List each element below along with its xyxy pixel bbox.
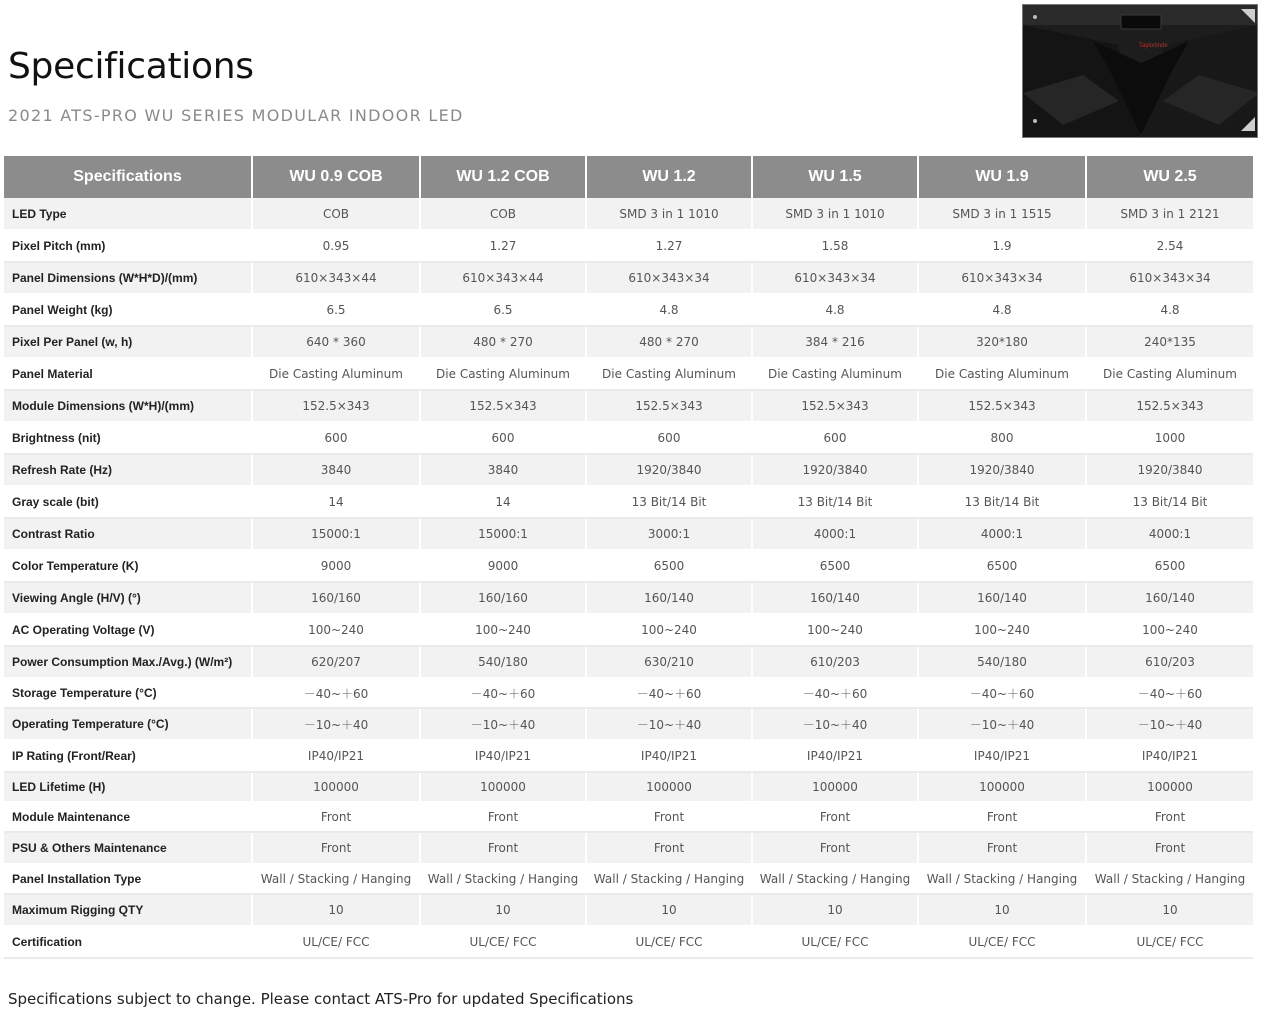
table-cell: 100~240 — [420, 614, 586, 646]
table-cell: 6500 — [1086, 550, 1253, 582]
table-cell: －40~＋60 — [752, 678, 918, 708]
row-label: PSU & Others Maintenance — [4, 832, 252, 864]
table-cell: 640 * 360 — [252, 326, 420, 358]
row-label: Refresh Rate (Hz) — [4, 454, 252, 486]
table-cell: 4000:1 — [1086, 518, 1253, 550]
row-label: Panel Dimensions (W*H*D)/(mm) — [4, 262, 252, 294]
table-cell: 6.5 — [420, 294, 586, 326]
table-row — [4, 550, 1253, 582]
table-cell: UL/CE/ FCC — [252, 926, 420, 958]
row-label: Maximum Rigging QTY — [4, 894, 252, 926]
table-cell: 4.8 — [586, 294, 752, 326]
row-label: Brightness (nit) — [4, 422, 252, 454]
table-cell: 610×343×34 — [918, 262, 1086, 294]
table-cell: IP40/IP21 — [1086, 740, 1253, 772]
header-model: WU 1.2 — [586, 156, 752, 198]
table-cell: Wall / Stacking / Hanging — [918, 864, 1086, 894]
table-cell: 0.95 — [252, 230, 420, 262]
table-cell: 4.8 — [752, 294, 918, 326]
table-cell: 10 — [1086, 894, 1253, 926]
table-cell: Die Casting Aluminum — [420, 358, 586, 390]
table-cell: －40~＋60 — [252, 678, 420, 708]
table-cell: Front — [420, 802, 586, 832]
table-cell: Front — [252, 802, 420, 832]
table-cell: 610×343×44 — [420, 262, 586, 294]
table-row — [4, 646, 1253, 678]
row-label: LED Type — [4, 198, 252, 230]
row-label: Panel Weight (kg) — [4, 294, 252, 326]
table-cell: 9000 — [420, 550, 586, 582]
table-cell: 600 — [752, 422, 918, 454]
table-cell: 800 — [918, 422, 1086, 454]
table-cell: －40~＋60 — [420, 678, 586, 708]
table-cell: 540/180 — [918, 646, 1086, 678]
table-cell: SMD 3 in 1 1010 — [586, 198, 752, 230]
table-cell: COB — [252, 198, 420, 230]
header-model: WU 0.9 COB — [252, 156, 420, 198]
table-cell: 6.5 — [252, 294, 420, 326]
table-cell: 6500 — [752, 550, 918, 582]
table-cell: 610×343×34 — [1086, 262, 1253, 294]
led-panel-illustration — [1023, 5, 1258, 138]
header-model: WU 1.5 — [752, 156, 918, 198]
table-cell: 152.5×343 — [752, 390, 918, 422]
table-cell: Front — [586, 832, 752, 864]
table-cell: 1.27 — [586, 230, 752, 262]
table-row — [4, 802, 1253, 832]
page-title: Specifications — [8, 46, 254, 87]
table-cell: 1.27 — [420, 230, 586, 262]
table-cell: 15000:1 — [420, 518, 586, 550]
table-cell: 600 — [252, 422, 420, 454]
table-cell: 100000 — [252, 772, 420, 802]
table-cell: 540/180 — [420, 646, 586, 678]
row-label: Pixel Per Panel (w, h) — [4, 326, 252, 358]
table-cell: 100000 — [918, 772, 1086, 802]
table-cell: 152.5×343 — [1086, 390, 1253, 422]
table-row — [4, 262, 1253, 294]
table-cell: IP40/IP21 — [918, 740, 1086, 772]
table-cell: 610×343×44 — [252, 262, 420, 294]
table-row — [4, 708, 1253, 740]
table-cell: 2.54 — [1086, 230, 1253, 262]
table-cell: IP40/IP21 — [752, 740, 918, 772]
table-cell: UL/CE/ FCC — [586, 926, 752, 958]
table-cell: －10~＋40 — [586, 708, 752, 740]
table-cell: 600 — [420, 422, 586, 454]
table-cell: UL/CE/ FCC — [752, 926, 918, 958]
table-cell: 3840 — [252, 454, 420, 486]
table-row — [4, 740, 1253, 772]
header-model: WU 1.2 COB — [420, 156, 586, 198]
spec-table — [4, 156, 1253, 959]
table-cell: Front — [252, 832, 420, 864]
table-cell: Front — [752, 832, 918, 864]
table-cell: 1920/3840 — [918, 454, 1086, 486]
table-cell: Front — [1086, 802, 1253, 832]
table-cell: Die Casting Aluminum — [752, 358, 918, 390]
row-label: Module Maintenance — [4, 802, 252, 832]
table-cell: －40~＋60 — [1086, 678, 1253, 708]
table-cell: 480 * 270 — [586, 326, 752, 358]
table-cell: 160/140 — [1086, 582, 1253, 614]
table-row — [4, 326, 1253, 358]
table-cell: 100~240 — [918, 614, 1086, 646]
table-cell: COB — [420, 198, 586, 230]
row-label: IP Rating (Front/Rear) — [4, 740, 252, 772]
table-cell: 630/210 — [586, 646, 752, 678]
table-cell: 1920/3840 — [752, 454, 918, 486]
table-header-row — [4, 156, 1253, 198]
brand-text: Taylorlinde — [1139, 43, 1168, 49]
table-cell: 240*135 — [1086, 326, 1253, 358]
table-cell: 100000 — [1086, 772, 1253, 802]
table-cell: Front — [586, 802, 752, 832]
table-cell: 610×343×34 — [586, 262, 752, 294]
table-cell: 100~240 — [252, 614, 420, 646]
table-cell: 152.5×343 — [252, 390, 420, 422]
table-cell: IP40/IP21 — [252, 740, 420, 772]
table-cell: 100000 — [752, 772, 918, 802]
table-cell: 14 — [252, 486, 420, 518]
table-cell: 15000:1 — [252, 518, 420, 550]
table-cell: －40~＋60 — [918, 678, 1086, 708]
table-row — [4, 582, 1253, 614]
table-row — [4, 486, 1253, 518]
table-cell: 480 * 270 — [420, 326, 586, 358]
table-cell: 4.8 — [918, 294, 1086, 326]
table-cell: Front — [420, 832, 586, 864]
table-cell: 10 — [586, 894, 752, 926]
header-model: WU 1.9 — [918, 156, 1086, 198]
table-cell: Wall / Stacking / Hanging — [586, 864, 752, 894]
table-cell: 610/203 — [1086, 646, 1253, 678]
page-subtitle: 2021 ATS-PRO WU SERIES MODULAR INDOOR LED — [8, 106, 464, 125]
table-cell: 4000:1 — [752, 518, 918, 550]
table-cell: 13 Bit/14 Bit — [918, 486, 1086, 518]
row-label: Certification — [4, 926, 252, 958]
table-cell: UL/CE/ FCC — [420, 926, 586, 958]
table-row — [4, 832, 1253, 864]
product-image — [1022, 4, 1258, 138]
table-cell: 13 Bit/14 Bit — [1086, 486, 1253, 518]
row-label: Panel Installation Type — [4, 864, 252, 894]
row-label: Pixel Pitch (mm) — [4, 230, 252, 262]
table-cell: 160/140 — [752, 582, 918, 614]
table-cell: 152.5×343 — [586, 390, 752, 422]
table-cell: 3000:1 — [586, 518, 752, 550]
table-cell: Front — [1086, 832, 1253, 864]
row-label: Power Consumption Max./Avg.) (W/m²) — [4, 646, 252, 678]
table-row — [4, 772, 1253, 802]
table-cell: 14 — [420, 486, 586, 518]
table-cell: 620/207 — [252, 646, 420, 678]
row-label: Panel Material — [4, 358, 252, 390]
footer-note: Specifications subject to change. Please contact ATS-Pro for updated Specifications — [8, 990, 634, 1008]
table-cell: 10 — [918, 894, 1086, 926]
table-cell: Wall / Stacking / Hanging — [752, 864, 918, 894]
table-cell: 4000:1 — [918, 518, 1086, 550]
table-body — [4, 198, 1253, 958]
row-label: Storage Temperature (°C) — [4, 678, 252, 708]
table-cell: Front — [918, 832, 1086, 864]
table-cell: Die Casting Aluminum — [918, 358, 1086, 390]
table-cell: 100~240 — [752, 614, 918, 646]
table-cell: 152.5×343 — [420, 390, 586, 422]
table-cell: 13 Bit/14 Bit — [586, 486, 752, 518]
table-row — [4, 358, 1253, 390]
row-label: Module Dimensions (W*H)/(mm) — [4, 390, 252, 422]
table-row — [4, 294, 1253, 326]
table-cell: 4.8 — [1086, 294, 1253, 326]
table-cell: SMD 3 in 1 2121 — [1086, 198, 1253, 230]
row-label: Operating Temperature (°C) — [4, 708, 252, 740]
table-row — [4, 894, 1253, 926]
row-label: AC Operating Voltage (V) — [4, 614, 252, 646]
table-cell: 320*180 — [918, 326, 1086, 358]
row-label: Viewing Angle (H/V) (°) — [4, 582, 252, 614]
table-cell: IP40/IP21 — [420, 740, 586, 772]
table-cell: 610×343×34 — [752, 262, 918, 294]
header-specifications: Specifications — [4, 156, 252, 198]
table-cell: 1920/3840 — [1086, 454, 1253, 486]
table-cell: 100~240 — [586, 614, 752, 646]
table-row — [4, 198, 1253, 230]
table-cell: 1.58 — [752, 230, 918, 262]
table-row — [4, 230, 1253, 262]
header-model: WU 2.5 — [1086, 156, 1253, 198]
row-label: Contrast Ratio — [4, 518, 252, 550]
table-cell: 13 Bit/14 Bit — [752, 486, 918, 518]
table-cell: －10~＋40 — [420, 708, 586, 740]
table-cell: 160/160 — [252, 582, 420, 614]
table-cell: 100~240 — [1086, 614, 1253, 646]
table-cell: Wall / Stacking / Hanging — [420, 864, 586, 894]
table-cell: 1000 — [1086, 422, 1253, 454]
table-row — [4, 926, 1253, 958]
table-row — [4, 422, 1253, 454]
table-row — [4, 678, 1253, 708]
table-cell: 10 — [420, 894, 586, 926]
table-cell: Die Casting Aluminum — [586, 358, 752, 390]
table-cell: 160/160 — [420, 582, 586, 614]
table-cell: 384 * 216 — [752, 326, 918, 358]
table-cell: SMD 3 in 1 1515 — [918, 198, 1086, 230]
table-cell: 600 — [586, 422, 752, 454]
table-cell: －10~＋40 — [752, 708, 918, 740]
table-cell: Wall / Stacking / Hanging — [252, 864, 420, 894]
table-cell: Die Casting Aluminum — [1086, 358, 1253, 390]
table-cell: SMD 3 in 1 1010 — [752, 198, 918, 230]
table-cell: 160/140 — [918, 582, 1086, 614]
table-cell: Front — [918, 802, 1086, 832]
table-row — [4, 614, 1253, 646]
table-cell: 1.9 — [918, 230, 1086, 262]
table-cell: 6500 — [918, 550, 1086, 582]
table-cell: UL/CE/ FCC — [918, 926, 1086, 958]
table-row — [4, 518, 1253, 550]
table-cell: －40~＋60 — [586, 678, 752, 708]
table-cell: －10~＋40 — [252, 708, 420, 740]
table-cell: 9000 — [252, 550, 420, 582]
row-label: LED Lifetime (H) — [4, 772, 252, 802]
table-cell: 100000 — [586, 772, 752, 802]
table-cell: Wall / Stacking / Hanging — [1086, 864, 1253, 894]
table-cell: 10 — [752, 894, 918, 926]
table-cell: 6500 — [586, 550, 752, 582]
table-cell: IP40/IP21 — [586, 740, 752, 772]
table-row — [4, 390, 1253, 422]
table-row — [4, 454, 1253, 486]
row-label: Gray scale (bit) — [4, 486, 252, 518]
table-cell: 1920/3840 — [586, 454, 752, 486]
table-cell: 160/140 — [586, 582, 752, 614]
table-cell: －10~＋40 — [918, 708, 1086, 740]
table-cell: －10~＋40 — [1086, 708, 1253, 740]
table-cell: 610/203 — [752, 646, 918, 678]
table-cell: Die Casting Aluminum — [252, 358, 420, 390]
table-cell: UL/CE/ FCC — [1086, 926, 1253, 958]
table-row — [4, 864, 1253, 894]
row-label: Color Temperature (K) — [4, 550, 252, 582]
table-cell: 10 — [252, 894, 420, 926]
table-cell: 3840 — [420, 454, 586, 486]
table-cell: Front — [752, 802, 918, 832]
table-cell: 152.5×343 — [918, 390, 1086, 422]
table-cell: 100000 — [420, 772, 586, 802]
